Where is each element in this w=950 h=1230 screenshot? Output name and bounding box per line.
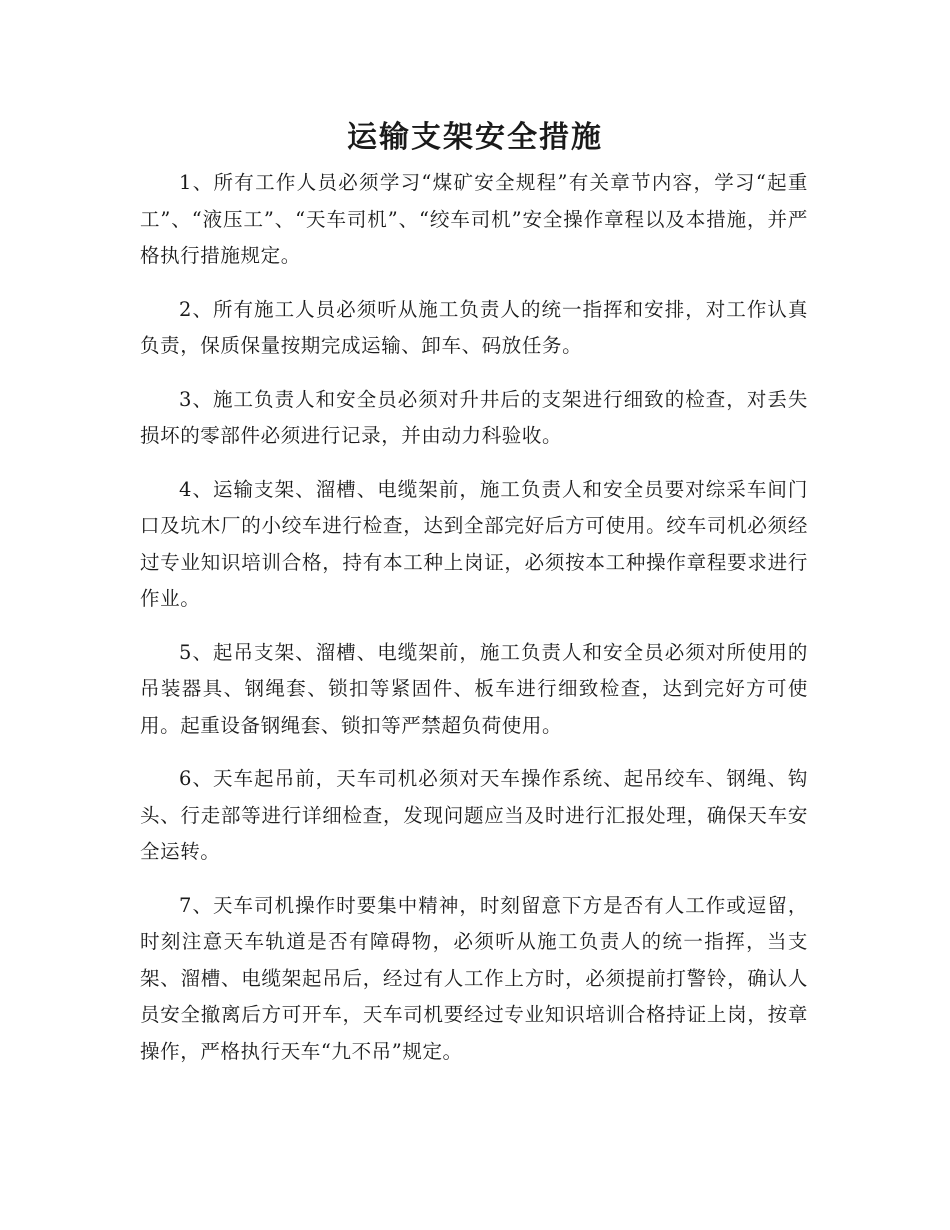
paragraph-1: 1、所有工作人员必须学习“煤矿安全规程”有关章节内容，学习“起重工”、“液压工”、“天车司机”、“绞车司机”安全操作章程以及本措施，并严格执行措施规定。: [140, 171, 808, 267]
paragraph-7: 7、天车司机操作时要集中精神，时刻留意下方是否有人工作或逗留，时刻注意天车轨道是否有障碍物，必须听从施工负责人的统一指挥，当支架、溜槽、电缆架起吊后，经过有人工作上方时，必须提前打警铃，确认人员安全撤离后方可开车，天车司机要经过专业知识培训合格持证上岗，按章操作，严格执行天车“九不吊”规定。: [140, 893, 808, 1063]
paragraph-4: 4、运输支架、溜槽、电缆架前，施工负责人和安全员要对综采车间门口及坑木厂的小绞车进行检查，达到全部完好后方可使用。绞车司机必须经过专业知识培训合格，持有本工种上岗证，必须按本工种操作章程要求进行作业。: [140, 477, 808, 610]
paragraph-6: 6、天车起吊前，天车司机必须对天车操作系统、起吊绞车、钢绳、钩头、行走部等进行详细检查，发现问题应当及时进行汇报处理，确保天车安全运转。: [140, 767, 808, 863]
paragraph-2: 2、所有施工人员必须听从施工负责人的统一指挥和安排，对工作认真负责，保质保量按期完成运输、卸车、码放任务。: [140, 297, 808, 357]
paragraph-5: 5、起吊支架、溜槽、电缆架前，施工负责人和安全员必须对所使用的吊装器具、钢绳套、锁扣等紧固件、板车进行细致检查，达到完好方可使用。起重设备钢绳套、锁扣等严禁超负荷使用。: [140, 640, 808, 737]
document-body: [140, 165, 808, 1087]
document-title: 运输支架安全措施: [347, 120, 603, 155]
paragraph-3: 3、施工负责人和安全员必须对升井后的支架进行细致的检查，对丢失损坏的零部件必须进行记录，并由动力科验收。: [140, 387, 808, 447]
